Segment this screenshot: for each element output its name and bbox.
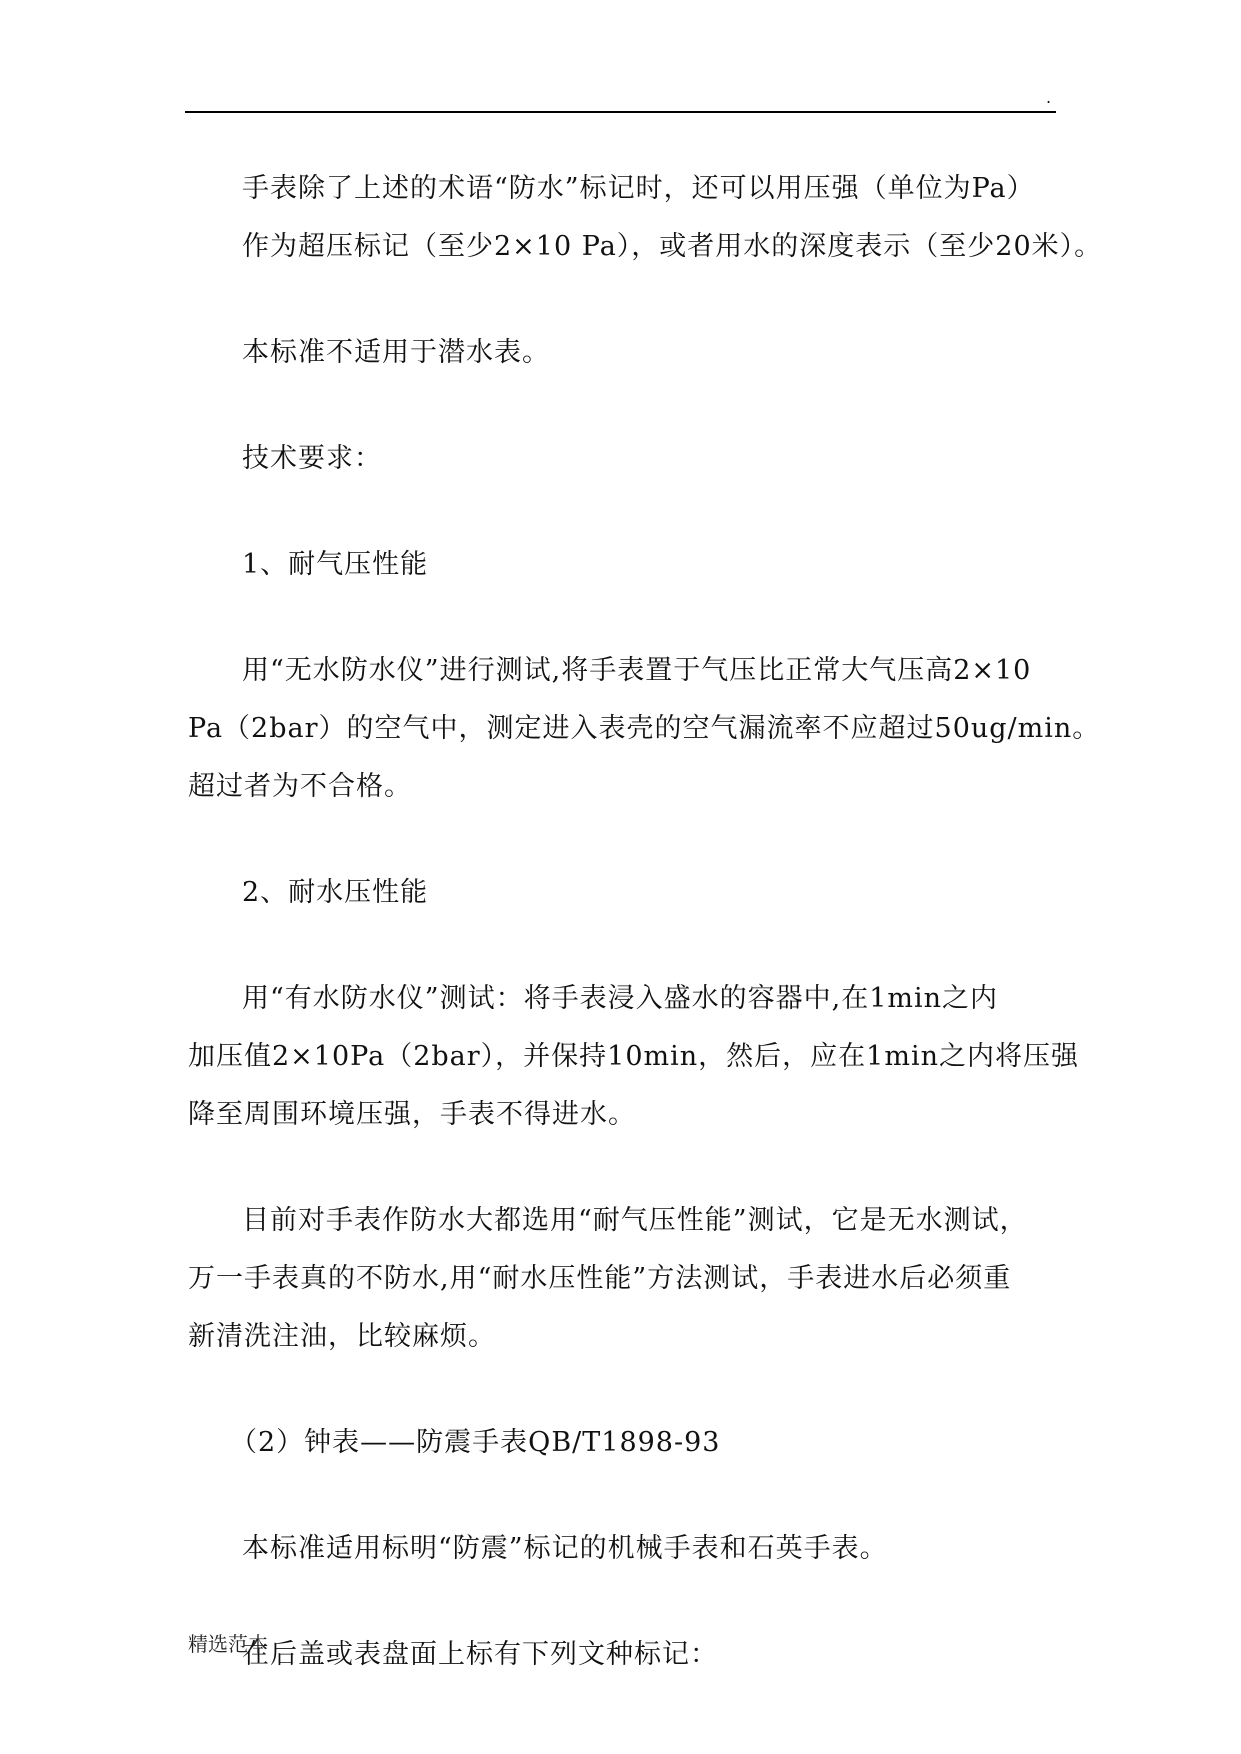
paragraph-line: 技术要求：: [242, 443, 382, 474]
heading-water-pressure: [188, 864, 1068, 922]
paragraph-line: Pa（2bar）的空气中，测定进入表壳的空气漏流率不应超过50ug/min。: [188, 713, 1101, 744]
header-rule: [185, 111, 1056, 113]
paragraph-line: 加压值2×10Pa（2bar），并保持10min，然后，应在1min之内将压强: [188, 1041, 1079, 1072]
footer-label: 精选范本: [188, 1632, 268, 1656]
paragraph-scope-exclusion: [188, 324, 1068, 382]
paragraph-line: 作为超压标记（至少2×10 Pa），或者用水的深度表示（至少20米）。: [242, 231, 1103, 262]
paragraph-pressure-marking: [188, 160, 1103, 276]
document-body: [188, 160, 1103, 1732]
paragraph-line: 手表除了上述的术语“防水”标记时，还可以用压强（单位为Pa）: [242, 173, 1035, 204]
paragraph-line: 本标准适用标明“防震”标记的机械手表和石英手表。: [242, 1533, 888, 1564]
paragraph-line: 2、耐水压性能: [242, 877, 429, 908]
paragraph-current-practice: [188, 1192, 1068, 1366]
paragraph-line: 用“有水防水仪”测试：将手表浸入盛水的容器中,在1min之内: [242, 983, 998, 1014]
paragraph-line: 1、耐气压性能: [242, 549, 429, 580]
section-heading-technical-requirements: [188, 430, 1068, 488]
paragraph-line: 在后盖或表盘面上标有下列文种标记：: [242, 1639, 718, 1670]
heading-shockproof-standard: [188, 1414, 1068, 1472]
paragraph-air-pressure-test: [188, 642, 1101, 816]
header-dot: .: [1046, 88, 1052, 107]
paragraph-line: 目前对手表作防水大都选用“耐气压性能”测试，它是无水测试，: [242, 1205, 1028, 1236]
paragraph-line: 万一手表真的不防水,用“耐水压性能”方法测试，手表进水后必须重: [188, 1263, 1012, 1294]
paragraph-line: 用“无水防水仪”进行测试,将手表置于气压比正常大气压高2×10: [242, 655, 1032, 686]
paragraph-line: 超过者为不合格。: [188, 771, 412, 802]
paragraph-line: （2）钟表——防震手表QB/T1898-93: [230, 1427, 721, 1458]
heading-air-pressure: [188, 536, 1068, 594]
paragraph-water-pressure-test: [188, 970, 1079, 1144]
paragraph-line: 本标准不适用于潜水表。: [242, 337, 550, 368]
paragraph-line: 新清洗注油，比较麻烦。: [188, 1321, 496, 1352]
paragraph-line: 降至周围环境压强，手表不得进水。: [188, 1099, 636, 1130]
paragraph-shockproof-scope: [188, 1520, 1068, 1578]
paragraph-marking-note: [188, 1626, 1068, 1684]
